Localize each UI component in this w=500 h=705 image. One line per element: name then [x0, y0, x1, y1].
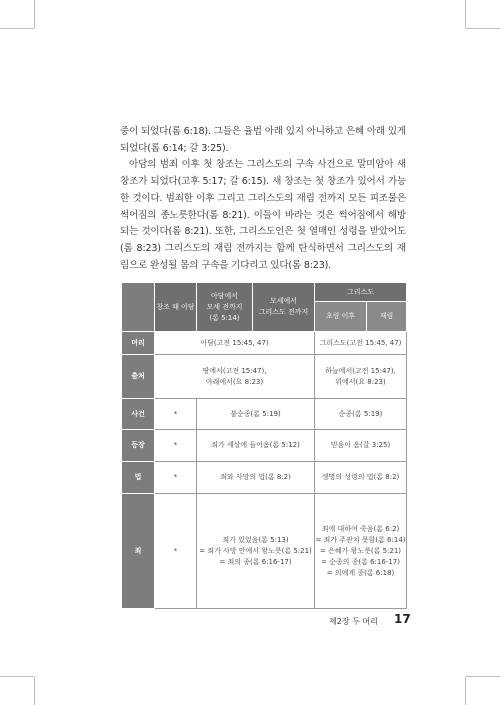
body-text: [120, 124, 406, 274]
cell-law-spirit-life: 생명의 성령의 법(롬 8:2): [315, 462, 407, 494]
row-label-event: 사건: [122, 399, 155, 430]
cell-law-sin-death: 죄와 사망의 법(롬 8:2): [197, 462, 315, 494]
cell-appearance-sin: 죄가 세상에 들어옴(롬 5:12): [197, 430, 315, 462]
header-christ: 그리스도: [315, 283, 407, 302]
crop-mark: [34, 677, 35, 705]
paragraph-1: 중이 되었다(롬 6:18). 그들은 율법 아래 있지 아니하고 은혜 아래 있게 되었다(롬 6:14; 갈 3:25).: [120, 126, 406, 154]
header-adam-to-moses: 아담에서 모세 전까지 (롬 5:14): [197, 283, 253, 332]
cell-origin-heaven: 하늘에서(고전 15:47), 위에서(요 8:23): [315, 355, 407, 399]
crop-mark: [465, 677, 466, 705]
crop-mark: [0, 676, 34, 677]
cell-sin-before: 죄가 있었음(롬 5:13) = 죄가 사망 안에서 왕노릇(롬 5:21) = 죄의 종(롬 6:16-17): [197, 494, 315, 609]
table-corner: [122, 283, 155, 332]
page-number: 17: [394, 612, 411, 626]
cell-sin-after: 죄에 대하여 죽음(롬 6:2) = 죄가 주관치 못함(롬 6:14) = 은혜가 왕노릇(롬 5:21) = 순종의 종(롬 6:16-17) = 의에게 종(롬 6:18): [315, 494, 407, 609]
row-label-origin: 출처: [122, 355, 155, 399]
cell-origin-earth: 땅에서(고전 15:47), 아래에서(요 8:23): [155, 355, 315, 399]
header-moses-to-christ: 모세에서 그리스도 전까지: [253, 283, 315, 332]
header-first-coming: 초림 이후: [315, 302, 367, 332]
cell-law-star: *: [155, 462, 197, 494]
paragraph-2: 아담의 범죄 이후 첫 창조는 그리스도의 구속 사건으로 말미암아 새 창조가 되었다(고후 5:17; 갈 6:15). 새 창조는 첫 창조가 있어서 가능한 것이다. 범죄한 이후 그리고 그리스도의 재림 전까지 모든 피조물은 썩어짐의 종노릇한다(롬 8:21). 이들이 바라는 것은 썩어짐에서 해방되는 것이다(롬 8:21). 또한, 그리스도인은 첫 열매인 성령을 받았어도(롬 8:23) 그리스도의 재림 전까지는 함께 탄식하면서 그리스도의 재림으로 완성될 몸의 구속을 기다리고 있다(롬 8:23).: [120, 159, 406, 271]
cell-head-adam: 아담(고전 15:45, 47): [155, 332, 315, 355]
row-label-sin: 죄: [122, 494, 155, 609]
cell-event-obedience: 순종(롬 5:19): [315, 399, 407, 430]
crop-mark: [34, 0, 35, 28]
row-label-appearance: 등장: [122, 430, 155, 462]
header-creation-adam: 창조 때 아담: [155, 283, 197, 332]
header-second-coming: 재림: [367, 302, 407, 332]
crop-mark: [466, 676, 500, 677]
cell-head-christ: 그리스도(고전 15:45, 47): [315, 332, 407, 355]
crop-mark: [0, 28, 34, 29]
crop-mark: [466, 28, 500, 29]
cell-sin-star: *: [155, 494, 197, 609]
cell-event-disobedience: 불순종(롬 5:19): [197, 399, 315, 430]
crop-mark: [465, 0, 466, 28]
comparison-table: [121, 282, 407, 609]
row-label-head: 머리: [122, 332, 155, 355]
running-footer: 제2장 두 머리: [329, 617, 378, 626]
cell-event-star: *: [155, 399, 197, 430]
cell-appearance-faith: 믿음이 옴(갈 3:25): [315, 430, 407, 462]
cell-appearance-star: *: [155, 430, 197, 462]
row-label-law: 법: [122, 462, 155, 494]
